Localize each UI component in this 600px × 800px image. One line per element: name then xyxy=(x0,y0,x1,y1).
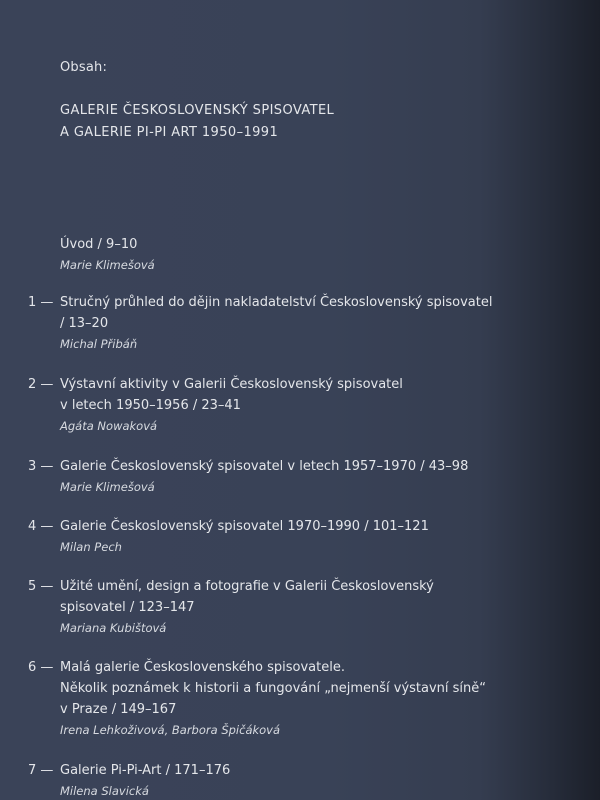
toc-entry-author: Agáta Nowaková xyxy=(60,419,158,433)
toc-entry-line: Několik poznámek k historii a fungování „nejmenší výstavní síně“ xyxy=(60,681,487,696)
book-title-line-1: GALERIE ČESKOSLOVENSKÝ SPISOVATEL xyxy=(60,103,335,118)
toc-entry-line: / 13–20 xyxy=(60,316,109,331)
toc-entry-line: v Praze / 149–167 xyxy=(60,702,177,717)
toc-entry-line: spisovatel / 123–147 xyxy=(60,600,195,615)
toc-entry-author: Mariana Kubištová xyxy=(60,621,167,635)
toc-entry-line: Stručný průhled do dějin nakladatelství Československý spisovatel xyxy=(60,295,493,310)
toc-entry-author: Milan Pech xyxy=(60,540,122,554)
chapter-number: 6 — xyxy=(28,660,54,675)
toc-entry-body xyxy=(60,234,155,275)
toc-entry-body xyxy=(60,657,486,740)
toc-entry-author: Michal Přibáň xyxy=(60,337,138,351)
toc-entry-line: Galerie Československý spisovatel v letech 1957–1970 / 43–98 xyxy=(60,459,469,474)
chapter-number: 1 — xyxy=(28,295,54,310)
toc-entry-body xyxy=(60,760,230,800)
toc-entry-body xyxy=(60,576,434,638)
toc-entry-title: Úvod / 9–10 xyxy=(60,237,138,252)
contents-heading: Obsah: xyxy=(60,60,108,75)
toc-entry-author: Marie Klimešová xyxy=(60,480,155,494)
chapter-number: 2 — xyxy=(28,377,54,392)
chapter-number: 3 — xyxy=(28,459,54,474)
toc-entry-line: Výstavní aktivity v Galerii Československý spisovatel xyxy=(60,377,403,392)
toc-entry-line: Užité umění, design a fotografie v Galerii Československý xyxy=(60,579,434,594)
toc-entry-line: Galerie Československý spisovatel 1970–1990 / 101–121 xyxy=(60,519,429,534)
chapter-number: 5 — xyxy=(28,579,54,594)
toc-entry-author: Irena Lehkoživová, Barbora Špičáková xyxy=(60,723,281,737)
chapter-number: 7 — xyxy=(28,763,54,778)
toc-entry-author: Marie Klimešová xyxy=(60,258,155,272)
toc-entry-line: v letech 1950–1956 / 23–41 xyxy=(60,398,241,413)
toc-entry-author: Milena Slavická xyxy=(60,784,149,798)
toc-entry-body xyxy=(60,374,403,436)
book-title-line-2: A GALERIE PI-PI ART 1950–1991 xyxy=(60,125,279,140)
toc-entry-body xyxy=(60,292,492,354)
toc-entry-line: Galerie Pi-Pi-Art / 171–176 xyxy=(60,763,231,778)
toc-entry-body xyxy=(60,516,429,557)
toc-entry-line: Malá galerie Československého spisovatele. xyxy=(60,660,345,675)
book-title xyxy=(60,100,334,144)
chapter-number: 4 — xyxy=(28,519,54,534)
toc-entry-body xyxy=(60,456,468,497)
